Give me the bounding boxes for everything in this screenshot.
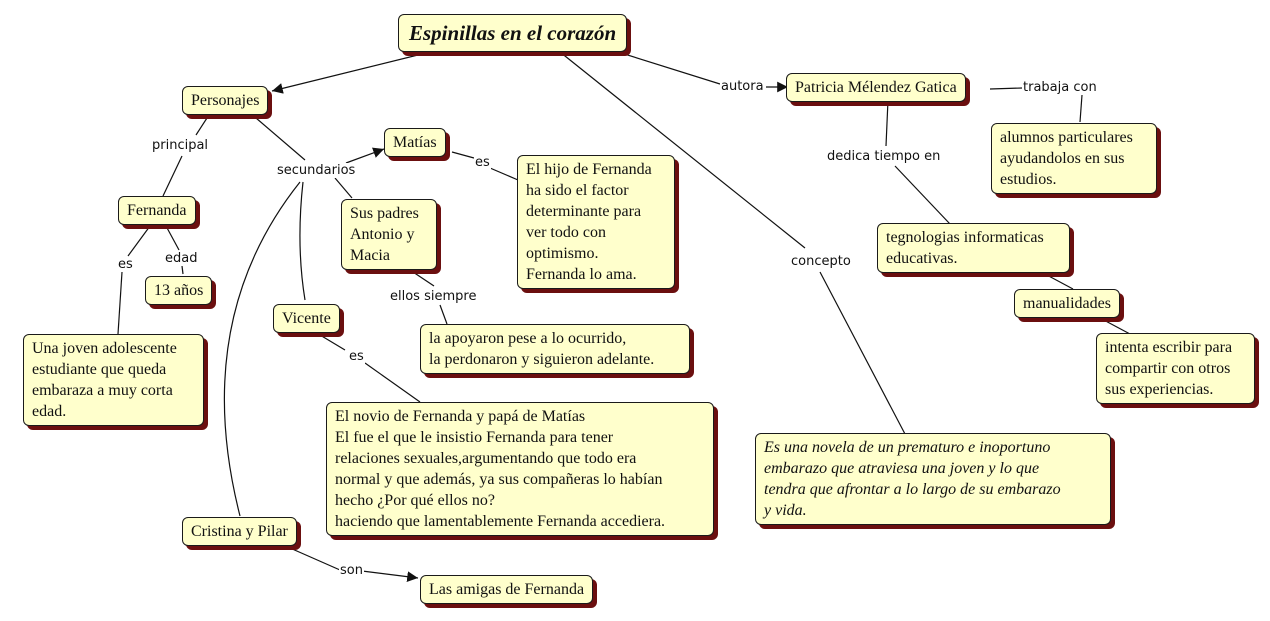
line-title-personajes: [272, 52, 430, 91]
link-label-es-fernanda: es: [118, 257, 133, 272]
concept-cristina-pilar[interactable]: Cristina y Pilar: [182, 517, 297, 546]
line-cristina-son: [290, 548, 340, 570]
line-es-joven: [118, 272, 122, 334]
line-secundarios-vicente: [300, 182, 305, 300]
line-es-hijo: [490, 168, 518, 180]
line-personajes-principal: [196, 118, 207, 135]
line-padres-ellos: [410, 270, 434, 286]
line-trabaja-alumnos: [1080, 95, 1082, 122]
link-label-concepto: concepto: [791, 254, 851, 269]
concept-hijo-fernanda[interactable]: El hijo de Fernanda ha sido el factor determinante para ver todo con optimismo. Fernanda lo ama.: [517, 155, 675, 289]
link-label-es-vicente: es: [349, 349, 364, 364]
concept-novela[interactable]: Es una novela de un prematuro e inoportuno embarazo que atraviesa una joven y lo que tendra que afrontar a lo largo de su embarazo y vida.: [755, 433, 1111, 525]
line-secundarios-matias: [346, 149, 384, 163]
concept-personajes[interactable]: Personajes: [182, 86, 268, 115]
line-tecnologias-manualidades: [1045, 274, 1073, 289]
line-vicente-es: [315, 332, 345, 350]
line-ellos-apoyaron: [440, 305, 447, 324]
line-matias-es: [452, 152, 474, 158]
concept-apoyaron[interactable]: la apoyaron pese a lo ocurrido, la perdonaron y siguieron adelante.: [420, 324, 690, 374]
line-secundarios-cristina: [224, 182, 300, 516]
link-label-es-matias: es: [475, 155, 490, 170]
line-principal-fernanda: [163, 156, 182, 196]
concept-joven-adolescente[interactable]: Una joven adolescente estudiante que queda embaraza a muy corta edad.: [23, 334, 204, 426]
concept-matias[interactable]: Matías: [384, 128, 446, 157]
line-fernanda-edad: [166, 226, 179, 250]
concept-manualidades[interactable]: manualidades: [1014, 289, 1120, 318]
concept-padres[interactable]: Sus padres Antonio y Macia: [341, 199, 437, 270]
line-secundarios-padres: [335, 178, 352, 198]
line-son-amigas: [362, 571, 418, 578]
line-title-autora: [618, 52, 720, 84]
link-label-principal: principal: [152, 138, 209, 153]
concept-patricia[interactable]: Patricia Mélendez Gatica: [786, 73, 966, 102]
concept-tecnologias[interactable]: tegnologias informaticas educativas.: [877, 223, 1070, 273]
link-label-ellos-siempre: ellos siempre: [390, 289, 477, 304]
concept-escribir[interactable]: intenta escribir para compartir con otros sus experiencias.: [1096, 333, 1255, 404]
line-manualidades-escribir: [1100, 318, 1130, 334]
concept-amigas[interactable]: Las amigas de Fernanda: [420, 575, 593, 604]
line-patricia-trabaja: [990, 88, 1022, 89]
line-fernanda-es: [128, 226, 150, 256]
line-patricia-dedica: [886, 100, 888, 146]
link-label-secundarios: secundarios: [277, 163, 356, 178]
line-concepto-novela: [820, 272, 905, 434]
link-label-trabaja-con: trabaja con: [1023, 80, 1097, 95]
concept-fernanda[interactable]: Fernanda: [118, 196, 196, 225]
concept-novio[interactable]: El novio de Fernanda y papá de Matías El fue el que le insistio Fernanda para tener relaciones sexuales,argumentando que todo era normal y que además, ya sus compañeras lo habían hecho ¿Por qué ellos no? haciendo que lamentablemente Fernanda accediera.: [326, 402, 714, 536]
line-dedica-tecnologias: [895, 166, 950, 224]
concept-title[interactable]: Espinillas en el corazón: [398, 14, 627, 52]
link-label-autora: autora: [721, 79, 764, 94]
concept-trece-anos[interactable]: 13 años: [145, 276, 212, 305]
line-personajes-secundarios: [256, 118, 305, 160]
concept-alumnos[interactable]: alumnos particulares ayudandolos en sus estudios.: [991, 123, 1157, 194]
link-label-edad: edad: [165, 251, 198, 266]
line-es-novio: [365, 363, 420, 402]
link-label-son: son: [340, 563, 363, 578]
link-label-dedica-tiempo: dedica tiempo en: [827, 149, 941, 164]
concept-vicente[interactable]: Vicente: [273, 304, 340, 333]
line-edad-trece: [182, 266, 183, 274]
